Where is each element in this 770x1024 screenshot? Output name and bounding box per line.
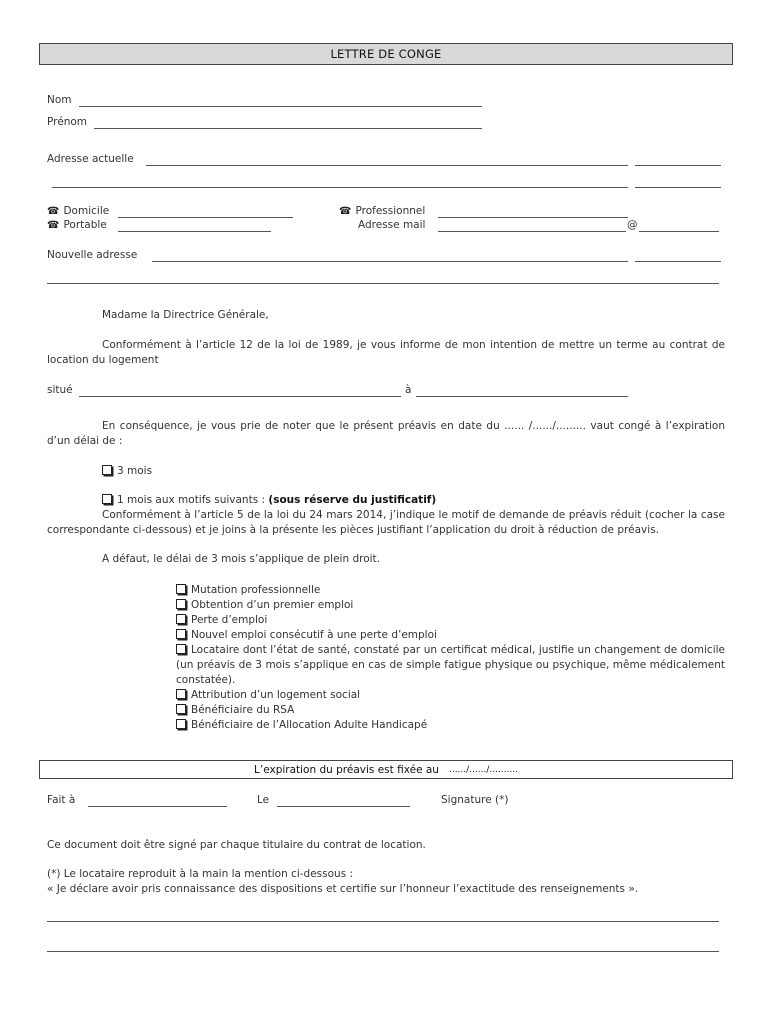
fait-a-label: Fait à [47,794,76,806]
motif-label: Attribution d’un logement social [191,689,361,701]
mention-line-2[interactable] [47,951,719,952]
fait-a-field[interactable] [88,806,227,807]
option-1-mois-label: 1 mois aux motifs suivants : [117,494,266,506]
motif-item[interactable] [176,628,725,643]
salutation: Madame la Directrice Générale, [102,309,269,321]
prenom-field[interactable] [94,128,482,129]
situe-field[interactable] [79,396,401,397]
document-title [39,43,733,65]
nouvelle-adresse-field-2[interactable] [635,261,721,262]
portable-field[interactable] [118,231,271,232]
expiration-label: L’expiration du préavis est fixée au [254,763,439,776]
motif-label: Bénéficiaire du RSA [191,704,295,716]
ville-field[interactable] [416,396,628,397]
adresse-mail-domain-field[interactable] [639,231,719,232]
motif-item[interactable] [176,583,725,598]
domicile-row [47,205,109,217]
domicile-label: Domicile [63,205,110,217]
checkbox-motif[interactable] [176,704,186,714]
checkbox-motif[interactable] [176,719,186,729]
paragraph-2-text: En conséquence, je vous prie de noter que le présent préavis en date du ...... /....../......... vaut congé à l’expiration d’un délai de : [47,420,725,447]
expiration-date-field[interactable]: ....../....../.......... [448,764,518,775]
adresse-mail-field[interactable] [438,231,626,232]
adresse-actuelle-field-2[interactable] [635,165,721,166]
adresse-actuelle-field[interactable] [146,165,628,166]
le-label: Le [257,794,270,806]
motif-label: Mutation professionnelle [191,584,321,596]
checkbox-motif[interactable] [176,584,186,594]
adresse-actuelle-line-2b[interactable] [635,187,721,188]
document-title-text: LETTRE DE CONGE [330,47,442,61]
motif-label: Perte d’emploi [191,614,268,626]
paragraph-2 [47,419,725,449]
professionnel-row [339,205,425,217]
checkbox-motif[interactable] [176,599,186,609]
footer-note-3: « Je déclare avoir pris connaissance des dispositions et certifie sur l’honneur l’exactitude des renseignements ». [47,883,639,895]
paragraph-4: A défaut, le délai de 3 mois s’applique de plein droit. [102,553,381,565]
paragraph-3 [47,508,725,538]
adresse-mail-label: Adresse mail [358,219,426,231]
motif-label: Locataire dont l’état de santé, constaté par un certificat médical, justifie un changement de domicile (un préavis de 3 mois s’applique en cas de simple fatigue physique ou psychique, même médicalement constatée). [176,644,725,686]
nouvelle-adresse-label: Nouvelle adresse [47,249,138,261]
motif-label: Nouvel emploi consécutif à une perte d’emploi [191,629,437,641]
motif-item[interactable] [176,613,725,628]
paragraph-3-text: Conformément à l’article 5 de la loi du 24 mars 2014, j’indique le motif de demande de préavis réduit (cocher la case correspondante ci-dessous) et je joins à la présente les pièces justifiant l’application du droit à réduction de préavis. [47,509,725,536]
motif-item[interactable] [176,598,725,613]
motif-label: Obtention d’un premier emploi [191,599,354,611]
footer-note-2: (*) Le locataire reproduit à la main la mention ci-dessous : [47,868,354,880]
portable-label: Portable [63,219,107,231]
phone-icon: ☎ [339,206,352,217]
adresse-actuelle-line-2[interactable] [52,187,628,188]
signature-label: Signature (*) [441,794,509,806]
professionnel-label: Professionnel [355,205,426,217]
portable-row [47,219,107,231]
checkbox-3-mois[interactable] [102,465,112,475]
option-3-mois[interactable] [102,465,152,477]
option-3-mois-label: 3 mois [117,465,153,477]
domicile-field[interactable] [118,217,293,218]
footer-note-1: Ce document doit être signé par chaque titulaire du contrat de location. [47,839,426,851]
a-label: à [405,384,412,396]
mention-line-1[interactable] [47,921,719,922]
motifs-list [176,583,725,733]
nouvelle-adresse-field[interactable] [152,261,628,262]
motif-item[interactable] [176,688,725,703]
checkbox-1-mois[interactable] [102,494,112,504]
option-1-mois[interactable] [102,494,436,506]
situe-label: situé [47,384,73,396]
paragraph-1-text: Conformément à l’article 12 de la loi de 1989, je vous informe de mon intention de mettre un terme au contrat de location du logement [47,339,725,366]
phone-icon: ☎ [47,206,60,217]
phone-icon: ☎ [47,220,60,231]
motif-item[interactable] [176,703,725,718]
checkbox-motif[interactable] [176,629,186,639]
expiration-box [39,760,733,779]
adresse-actuelle-label: Adresse actuelle [47,153,134,165]
professionnel-field[interactable] [438,217,628,218]
motif-label: Bénéficiaire de l’Allocation Adulte Handicapé [191,719,428,731]
nouvelle-adresse-line-2[interactable] [47,283,719,284]
prenom-label: Prénom [47,116,88,128]
nom-field[interactable] [79,106,482,107]
checkbox-motif[interactable] [176,614,186,624]
checkbox-motif[interactable] [176,689,186,699]
motif-item[interactable] [176,643,725,688]
motif-item[interactable] [176,718,725,733]
nom-label: Nom [47,94,72,106]
justificatif-note: (sous réserve du justificatif) [268,494,437,506]
at-sign: @ [627,219,638,231]
checkbox-motif[interactable] [176,644,186,654]
le-field[interactable] [277,806,410,807]
paragraph-1 [47,338,725,368]
